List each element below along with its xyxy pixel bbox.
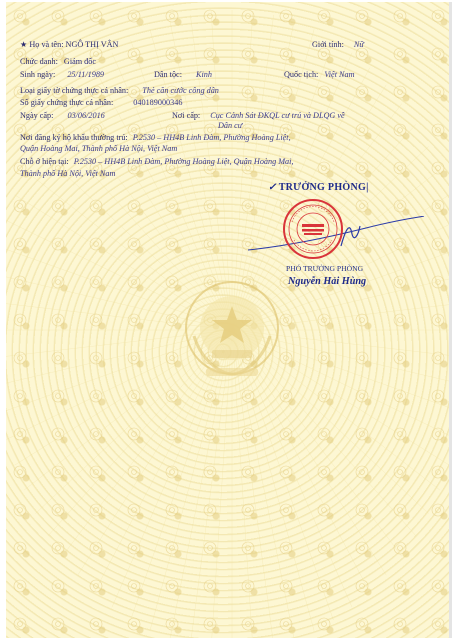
dob-label: Sinh ngày: [20, 70, 56, 79]
signature-title [268, 182, 369, 193]
permanent-address-row [20, 133, 291, 143]
nationality-row [284, 70, 354, 80]
signature-title-text: TRƯỞNG PHÒNG [278, 182, 367, 193]
issuer-row-2 [218, 121, 242, 131]
permanent-address-label: Nơi đăng ký hộ khẩu thường trú: [20, 133, 128, 142]
deputy-title: PHÓ TRƯỞNG PHÒNG [286, 264, 364, 273]
sex-row [312, 40, 364, 50]
sign-check-icon: ✓ [268, 182, 277, 193]
position-label: Chức danh: [20, 57, 58, 66]
current-address-line2: Thành phố Hà Nội, Việt Nam [20, 169, 116, 178]
signer-name: Nguyễn Hải Hùng [288, 276, 367, 287]
issuer-value-line2: Dân cư [218, 121, 243, 130]
ethnic-value: Kinh [196, 70, 212, 79]
issue-date-value: 03/06/2016 [67, 111, 105, 120]
doc-type-label: Loại giấy tờ chứng thực cá nhân: [20, 86, 129, 95]
certificate-page [6, 2, 452, 638]
doc-type-row [20, 86, 219, 96]
nationality-label: Quốc tịch: [284, 70, 319, 79]
current-address-line1: P.2530 – HH4B Linh Đàm, Phường Hoàng Liệt, Quận Hoàng Mai, [73, 157, 294, 166]
doc-no-value: 040189000346 [133, 98, 183, 107]
red-seal [282, 198, 344, 260]
dob-value: 25/11/1989 [67, 70, 105, 79]
doc-type-value: Thẻ căn cước công dân [142, 86, 219, 95]
dob-row [20, 70, 104, 80]
issuer-row [172, 111, 345, 121]
issuer-label: Nơi cấp: [172, 111, 201, 120]
permanent-address-line2: Quận Hoàng Mai, Thành phố Hà Nội, Việt Nam [20, 144, 178, 153]
permanent-address-line1: P.2530 – HH4B Linh Đàm, Phường Hoàng Liệt, [132, 133, 291, 142]
nationality-value: Việt Nam [324, 70, 355, 79]
name-row: ★ Họ và tên: NGÔ THỊ VÂN [20, 40, 119, 49]
title-bar-mark: | [366, 182, 369, 193]
position-value: Giám đốc [63, 57, 96, 66]
doc-no-label: Số giấy chứng thực cá nhân: [20, 98, 114, 107]
ethnic-label: Dân tộc: [154, 70, 182, 79]
current-address-label: Chỗ ở hiện tại: [20, 157, 69, 166]
doc-no-row [20, 98, 182, 108]
ethnic-row [154, 70, 212, 80]
name-label: Họ và tên: [29, 40, 64, 49]
permanent-address-row-2 [20, 144, 177, 154]
national-emblem-watermark [172, 270, 292, 390]
sex-value: Nữ [353, 40, 364, 49]
name-value: NGÔ THỊ VÂN [65, 40, 119, 49]
issue-date-label: Ngày cấp: [20, 111, 54, 120]
issue-date-row [20, 111, 105, 121]
issuer-value-line1: Cục Cảnh Sát ĐKQL cư trú và DLQG về [210, 111, 345, 120]
sex-label: Giới tính: [312, 40, 344, 49]
current-address-row [20, 157, 293, 167]
position-row [20, 57, 96, 67]
current-address-row-2 [20, 169, 115, 179]
